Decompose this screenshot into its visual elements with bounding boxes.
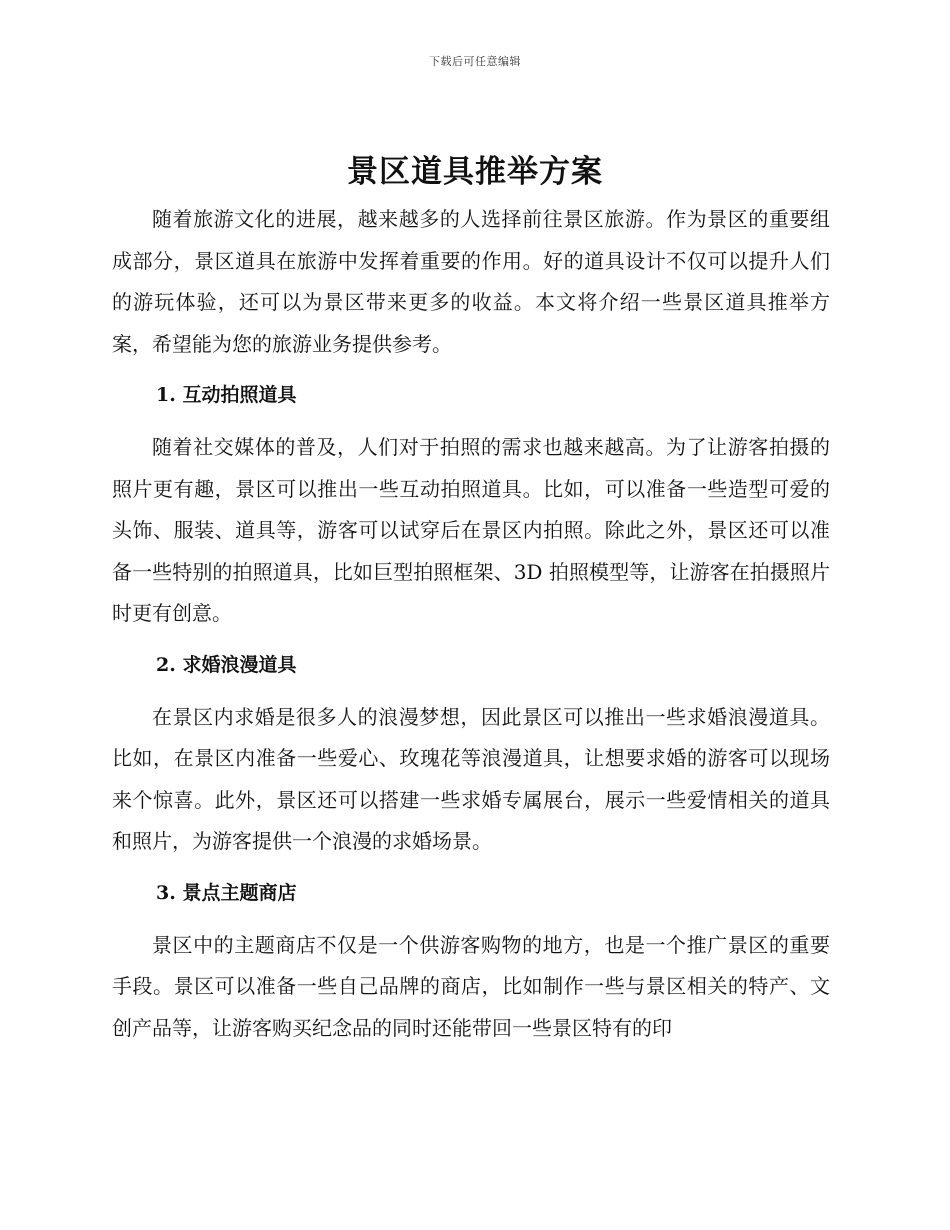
- section-heading-photo-props: 1. 互动拍照道具: [156, 384, 297, 406]
- section-body-theme-shop: 景区中的主题商店不仅是一个供游客购物的地方，也是一个推广景区的重要手段。景区可以准备一些自己品牌的商店，比如制作一些与景区相关的特产、文创产品等，让游客购买纪念品的同时还能带回一些景区特有的印: [112, 932, 830, 1040]
- section-body-proposal-props: 在景区内求婚是很多人的浪漫梦想，因此景区可以推出一些求婚浪漫道具。比如，在景区内准备一些爱心、玫瑰花等浪漫道具，让想要求婚的游客可以现场来个惊喜。此外，景区还可以搭建一些求婚专属展台，展示一些爱情相关的道具和照片，为游客提供一个浪漫的求婚场景。: [112, 704, 830, 853]
- document-body: [112, 199, 830, 1049]
- section-body-photo-props: 随着社交媒体的普及，人们对于拍照的需求也越来越高。为了让游客拍摄的照片更有趣，景区可以推出一些互动拍照道具。比如，可以准备一些造型可爱的头饰、服装、道具等，游客可以试穿后在景区内拍照。除此之外，景区还可以准备一些特别的拍照道具，比如巨型拍照框架、3D 拍照模型等，让游客在拍摄照片时更有创意。: [112, 435, 830, 625]
- document-title: 景区道具推举方案: [347, 154, 603, 190]
- intro-paragraph: 随着旅游文化的进展，越来越多的人选择前往景区旅游。作为景区的重要组成部分，景区道具在旅游中发挥着重要的作用。好的道具设计不仅可以提升人们的游玩体验，还可以为景区带来更多的收益。本文将介绍一些景区道具推举方案，希望能为您的旅游业务提供参考。: [112, 207, 830, 356]
- section-heading-theme-shop: 3. 景点主题商店: [156, 881, 297, 904]
- header-note: 下载后可任意编辑: [429, 55, 521, 68]
- section-heading-proposal-props: 2. 求婚浪漫道具: [156, 653, 297, 676]
